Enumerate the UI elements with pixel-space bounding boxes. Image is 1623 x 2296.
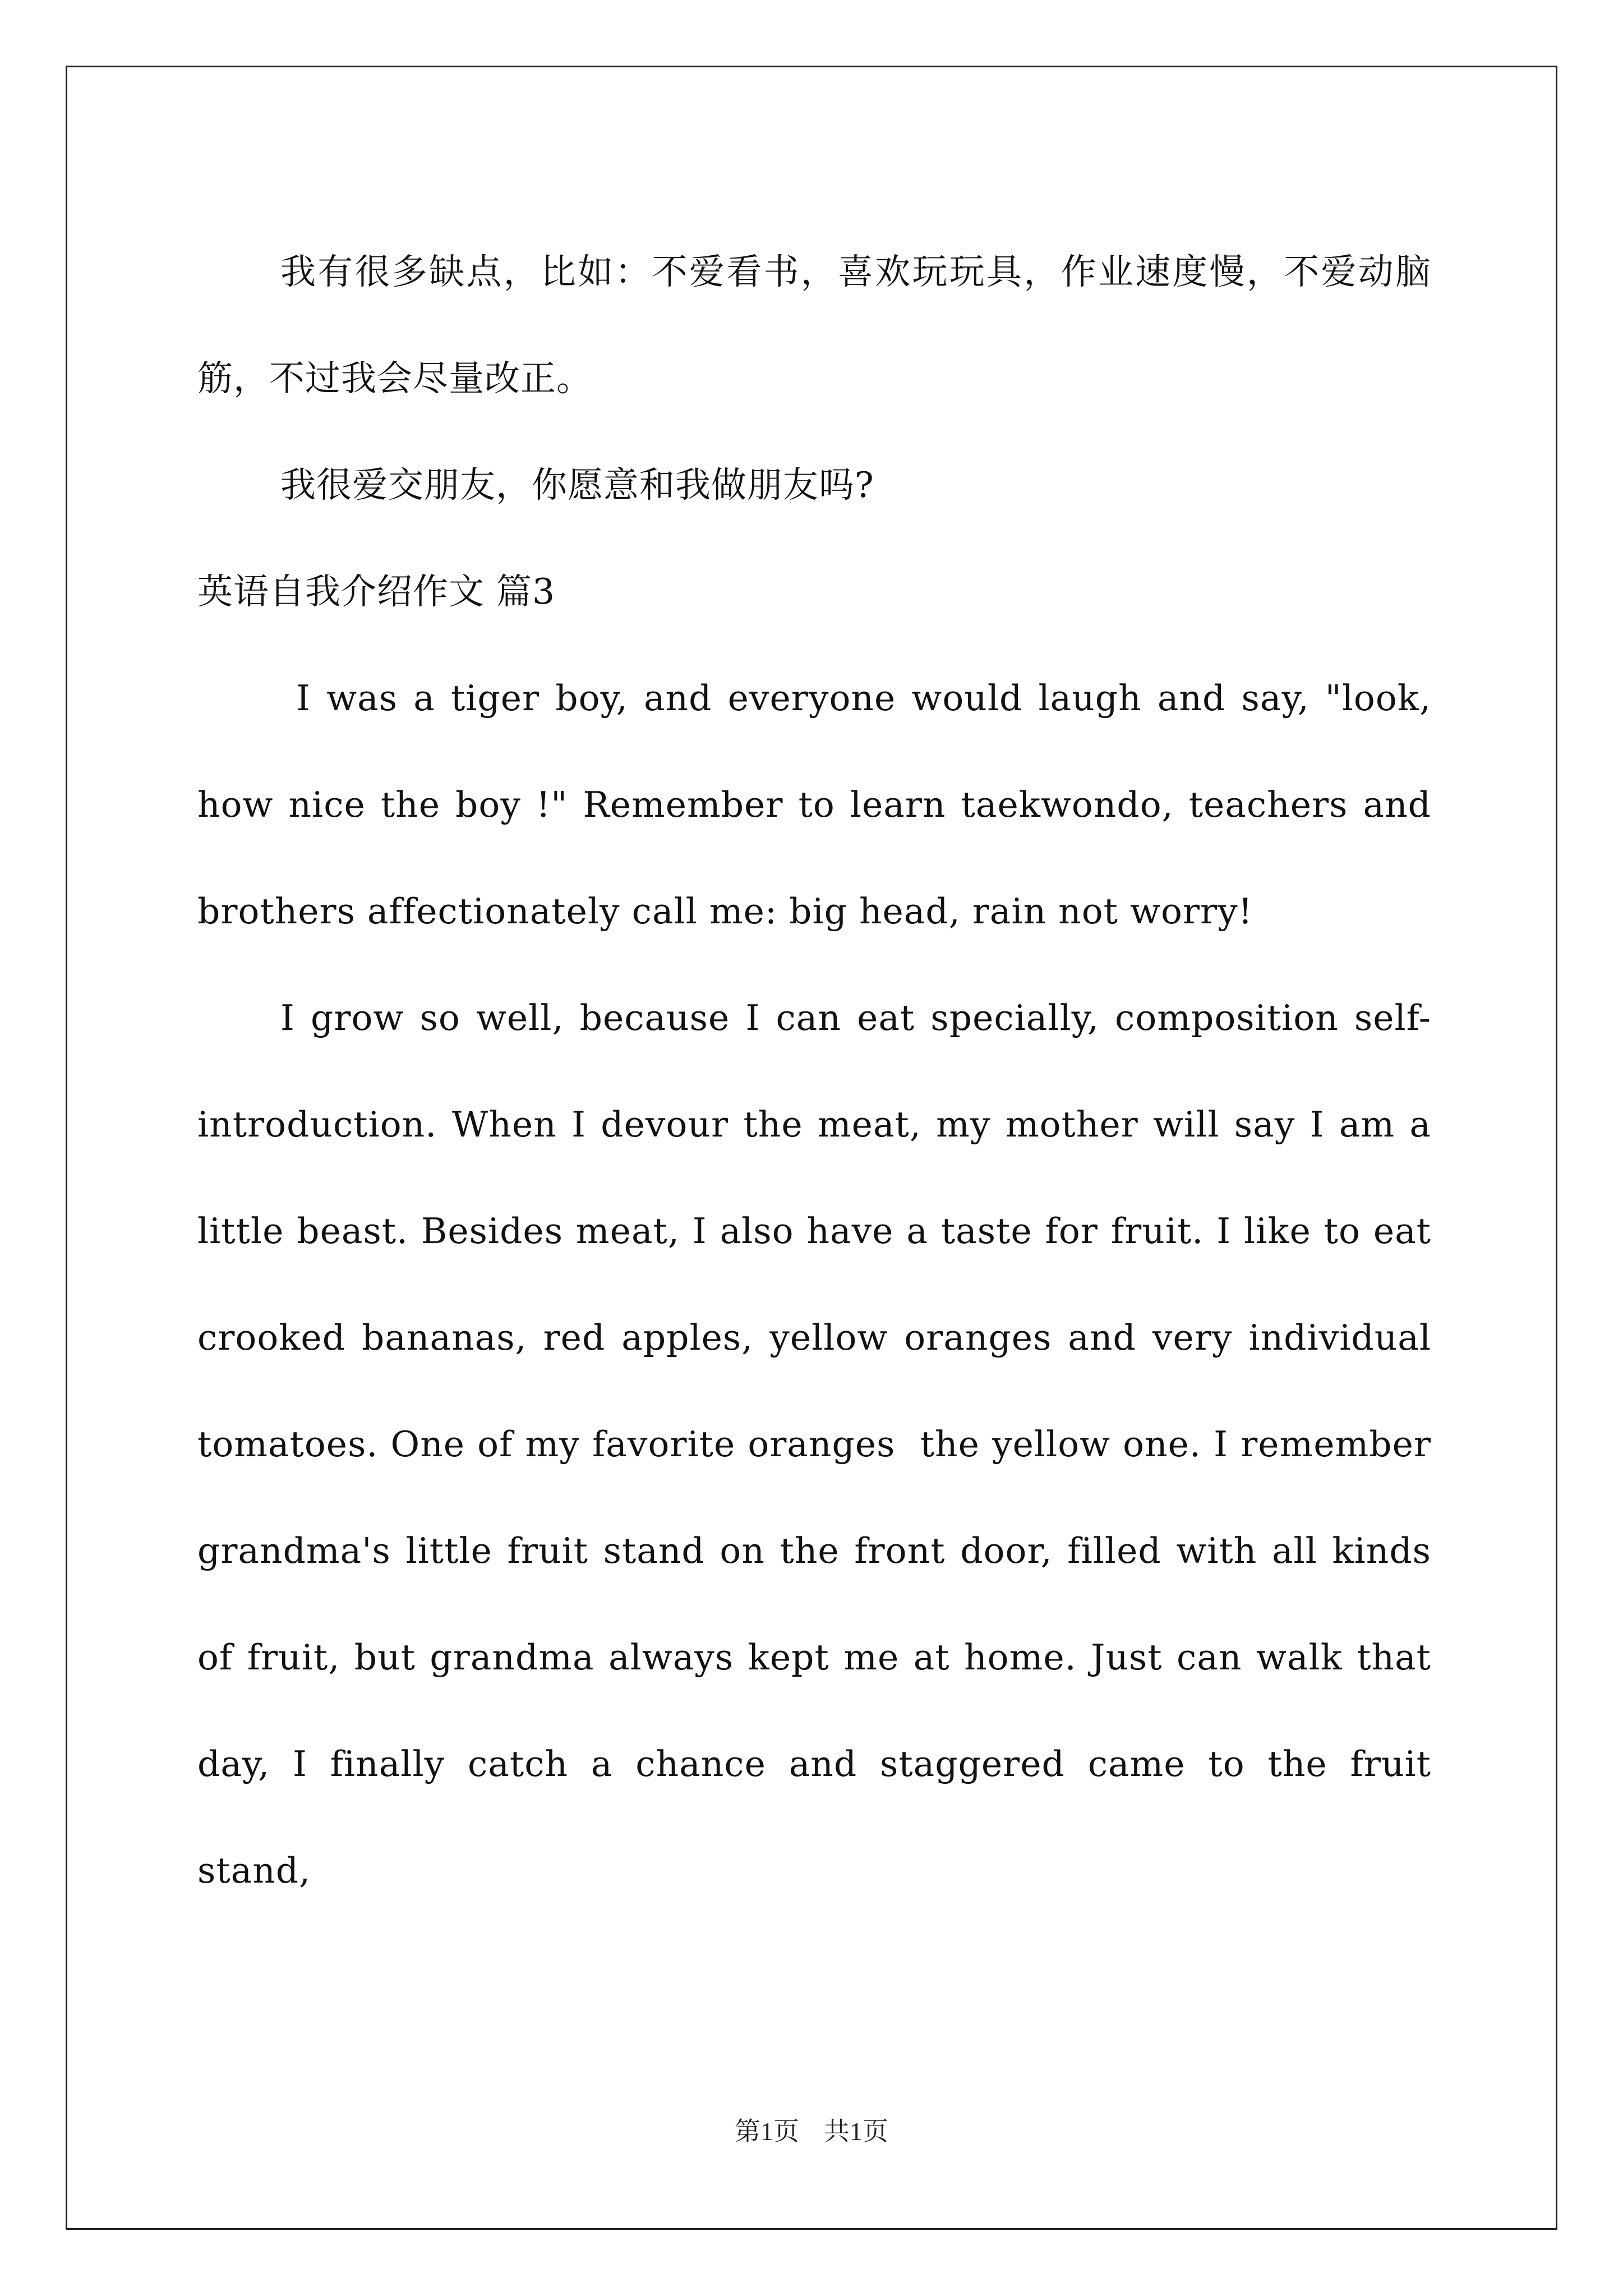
- page-total: 共1页: [824, 2117, 888, 2146]
- page-footer: [0, 2115, 1623, 2148]
- section-heading: 英语自我介绍作文 篇3: [197, 571, 556, 612]
- paragraph-tiger-boy: I was a tiger boy, and everyone would laugh and say, "look, how nice the boy !" Remember to learn taekwondo, teachers and brothers affectionately call me: big head, rain not worry!: [197, 678, 1444, 932]
- paragraph-shortcomings: 我有很多缺点，比如：不爱看书，喜欢玩玩具，作业速度慢，不爱动脑筋，不过我会尽量改正。: [197, 251, 1431, 399]
- document-body: [197, 219, 1444, 1924]
- paragraph-fruit: I grow so well, because I can eat specially, composition self-introduction. When I devour the meat, my mother will say I am a little beast. Besides meat, I also have a taste for fruit. I like to eat crooked bananas, red apples, yellow oranges and very individual tomatoes. One of my favorite oranges the yellow one. I remember grandma's little fruit stand on the front door, filled with all kinds of fruit, but grandma always kept me at home. Just can walk that day, I finally catch a chance and staggered came to the fruit stand,: [197, 997, 1444, 1891]
- paragraph-friends: 我很爱交朋友，你愿意和我做朋友吗?: [280, 464, 874, 505]
- page-number: 第1页: [735, 2117, 799, 2146]
